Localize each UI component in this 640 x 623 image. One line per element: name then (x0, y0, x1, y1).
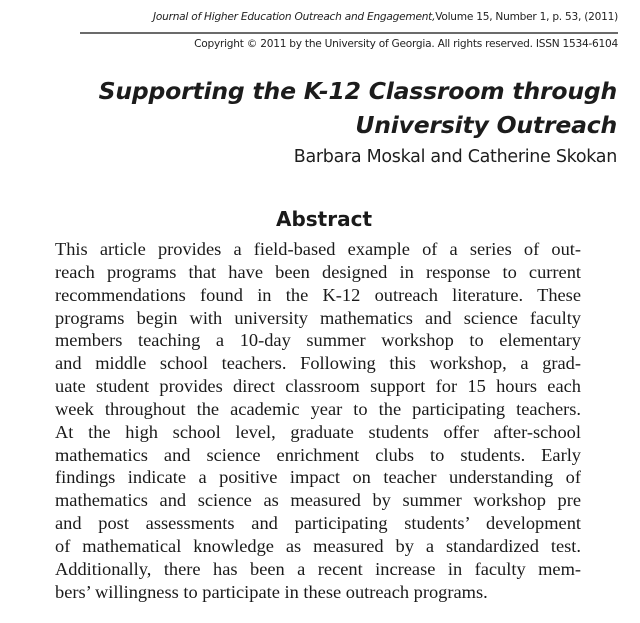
abstract-line: bers’ willingness to participate in these outreach programs. (55, 581, 488, 602)
abstract-line: At the high school level, graduate students offer after-school (55, 421, 581, 442)
journal-name: Journal of Higher Education Outreach and Engagement, (153, 11, 436, 23)
abstract-line: reach programs that have been designed in response to current (55, 261, 581, 282)
abstract-line: week throughout the academic year to the participating teachers. (55, 398, 581, 419)
abstract-line: Additionally, there has been a recent increase in faculty mem- (55, 558, 581, 579)
abstract-line: programs begin with university mathematics and science faculty (55, 307, 581, 328)
abstract-line: mathematics and science enrichment clubs to students. Early (55, 444, 581, 465)
journal-issue: Volume 15, Number 1, p. 53, (2011) (435, 11, 618, 23)
abstract-line: recommendations found in the K-12 outreach literature. These (55, 284, 581, 305)
article-title-line-2: University Outreach (355, 111, 617, 139)
article-title (99, 74, 617, 142)
abstract-line: This article provides a field-based example of a series of out- (55, 239, 581, 259)
article-title-line-1: Supporting the K-12 Classroom through (98, 77, 617, 105)
abstract-line: members teaching a 10-day summer workshop to elementary (55, 330, 581, 351)
copyright-notice: Copyright © 2011 by the University of Georgia. All rights reserved. ISSN 1534-6104 (194, 38, 618, 50)
journal-citation (153, 11, 618, 23)
abstract-line: mathematics and science as measured by summer workshop pre (55, 490, 581, 511)
abstract-line: and post assessments and participating students’ development (55, 513, 581, 534)
abstract-heading-text: Abstract (275, 207, 373, 231)
abstract-body (55, 238, 581, 604)
abstract-heading (0, 207, 640, 231)
article-authors: Barbara Moskal and Catherine Skokan (293, 147, 617, 167)
abstract-line: and middle school teachers. Following this workshop, a grad- (55, 353, 581, 374)
abstract-line: uate student provides direct classroom support for 15 hours each (55, 376, 581, 397)
abstract-line: findings indicate a positive impact on teacher understanding of (55, 467, 581, 488)
abstract-line: of mathematical knowledge as measured by a standardized test. (55, 535, 581, 556)
header-rule (80, 32, 618, 34)
